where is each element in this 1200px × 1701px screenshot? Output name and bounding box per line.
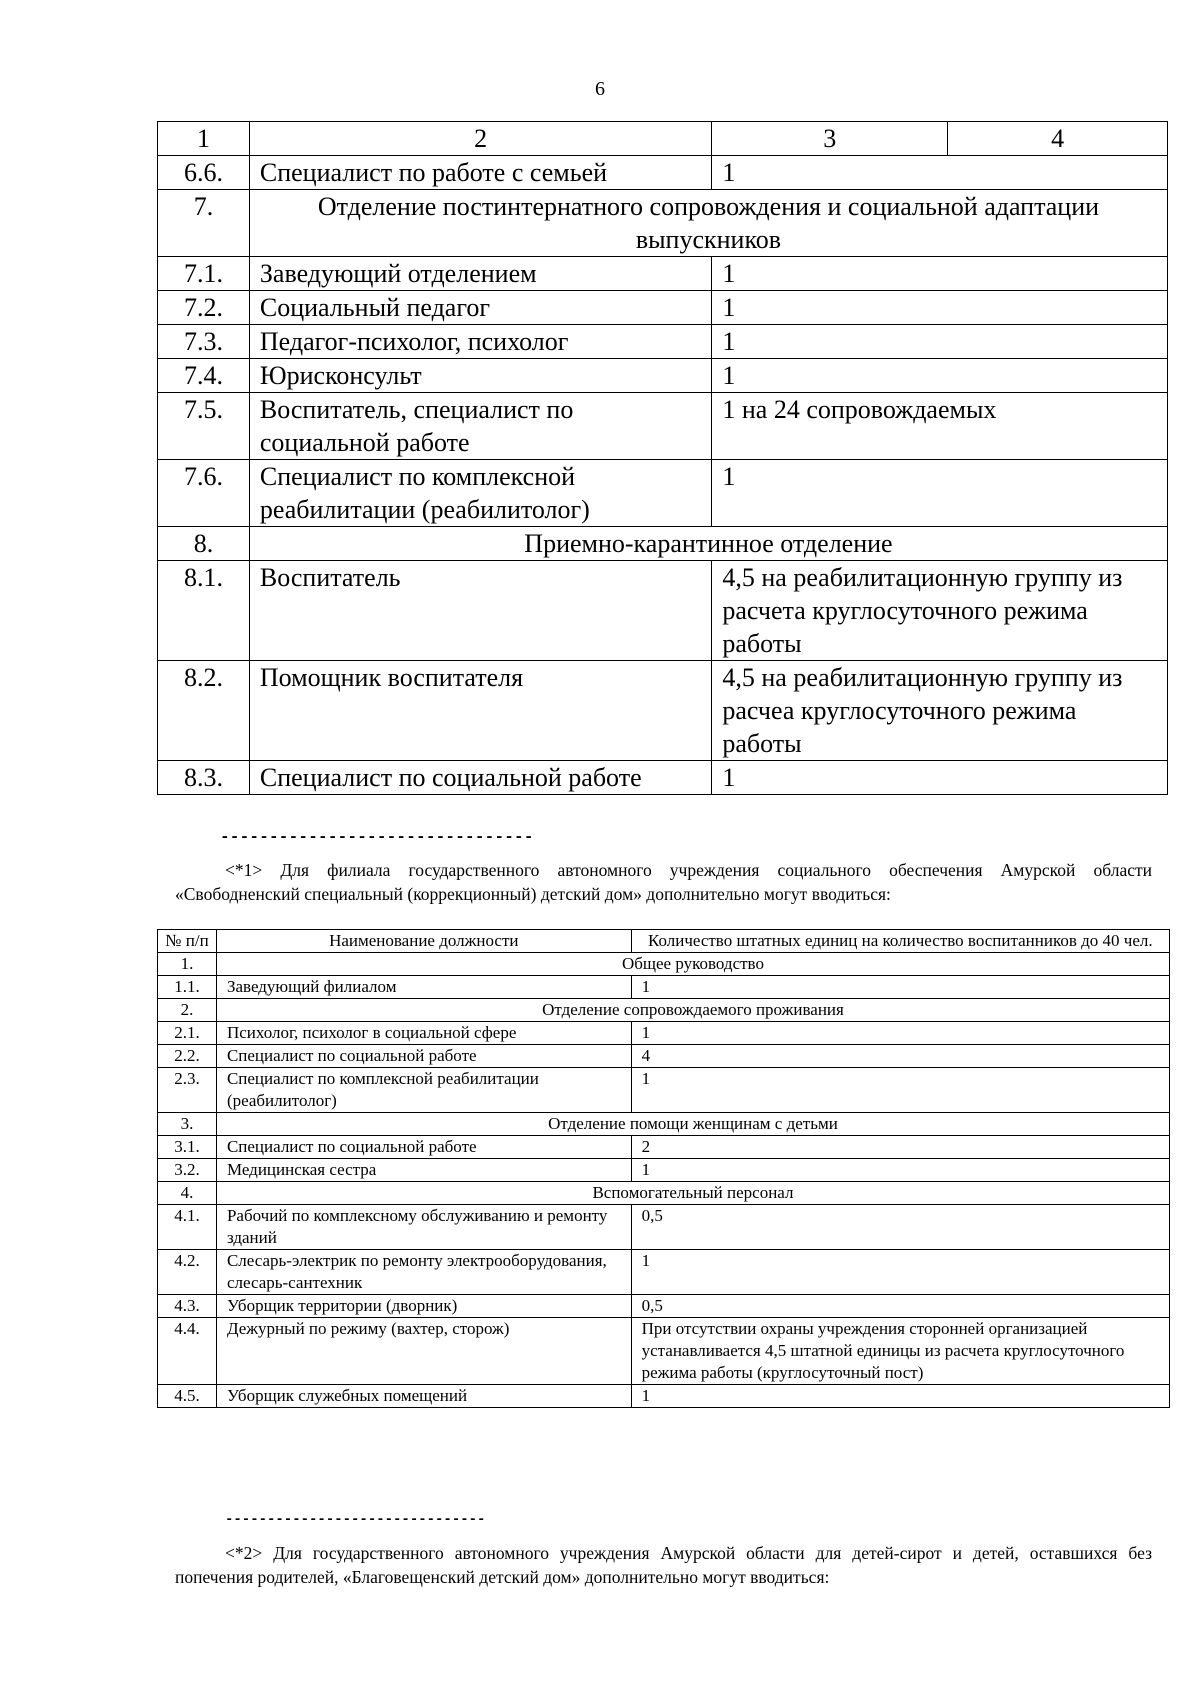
- position-name: Помощник воспитателя: [249, 661, 711, 761]
- row-number: 2.3.: [158, 1068, 217, 1113]
- section-title: Приемно-карантинное отделение: [249, 527, 1167, 561]
- position-name: Рабочий по комплексному обслуживанию и ремонту зданий: [216, 1205, 631, 1250]
- table-row: [158, 460, 1168, 527]
- row-number: 7.1.: [158, 257, 250, 291]
- row-number: 7.3.: [158, 325, 250, 359]
- staff-count: 1: [712, 325, 1168, 359]
- section-row: [158, 953, 1170, 976]
- position-name: Слесарь-электрик по ремонту электрооборудования, слесарь-сантехник: [216, 1250, 631, 1295]
- staff-count: 1: [712, 257, 1168, 291]
- staff-count: 1: [631, 1250, 1169, 1295]
- staff-count: 1: [631, 1022, 1169, 1045]
- table-row: [158, 1159, 1170, 1182]
- table-row: [158, 291, 1168, 325]
- staff-count: 1: [712, 291, 1168, 325]
- row-number: 7.: [158, 190, 250, 257]
- position-name: Юрисконсульт: [249, 359, 711, 393]
- column-header-number: № п/п: [158, 930, 217, 953]
- table-row: [158, 661, 1168, 761]
- row-number: 7.4.: [158, 359, 250, 393]
- row-number: 1.: [158, 953, 217, 976]
- section-row: [158, 527, 1168, 561]
- table-row: [158, 976, 1170, 999]
- position-name: Специалист по работе с семьей: [249, 156, 711, 190]
- staff-count: 1: [631, 1159, 1169, 1182]
- row-number: 8.1.: [158, 561, 250, 661]
- section-title: Отделение помощи женщинам с детьми: [216, 1113, 1169, 1136]
- table-row: [158, 761, 1168, 795]
- staff-count: 1: [712, 156, 1168, 190]
- position-name: Педагог-психолог, психолог: [249, 325, 711, 359]
- row-number: 4.: [158, 1182, 217, 1205]
- footnote-2: <*2> Для государственного автономного учреждения Амурской области для детей-сирот и детей, оставшихся без попечения родителей, «Благовещенский детский дом» дополнительно могут вводиться:: [175, 1543, 1152, 1587]
- position-name: Специалист по комплексной реабилитации (реабилитолог): [216, 1068, 631, 1113]
- staff-count: 1: [712, 359, 1168, 393]
- position-name: Специалист по социальной работе: [249, 761, 711, 795]
- position-name: Воспитатель, специалист по социальной работе: [249, 393, 711, 460]
- table-row: [158, 156, 1168, 190]
- staff-count: 1: [631, 1385, 1169, 1408]
- position-name: Специалист по комплексной реабилитации (реабилитолог): [249, 460, 711, 527]
- column-header: 3: [712, 122, 948, 156]
- table-row: [158, 1045, 1170, 1068]
- table-row: [158, 1318, 1170, 1385]
- table-row: [158, 325, 1168, 359]
- footnote-1: <*1> Для филиала государственного автономного учреждения социального обеспечения Амурской области «Свободненский специальный (коррекционный) детский дом» дополнительно могут вводиться:: [175, 860, 1152, 904]
- table-header-row: [158, 122, 1168, 156]
- staffing-table: [157, 121, 1168, 795]
- position-name: Психолог, психолог в социальной сфере: [216, 1022, 631, 1045]
- staff-count: 1 на 24 сопровождаемых: [712, 393, 1168, 460]
- staff-count: 1: [712, 460, 1168, 527]
- table-row: [158, 1205, 1170, 1250]
- column-header-count: Количество штатных единиц на количество воспитанников до 40 чел.: [631, 930, 1169, 953]
- staff-count: 4,5 на реабилитационную группу из расчеа круглосуточного режима работы: [712, 661, 1168, 761]
- table-row: [158, 1295, 1170, 1318]
- row-number: 8.: [158, 527, 250, 561]
- section-title: Вспомогательный персонал: [216, 1182, 1169, 1205]
- column-header: 2: [249, 122, 711, 156]
- row-number: 6.6.: [158, 156, 250, 190]
- row-number: 8.2.: [158, 661, 250, 761]
- row-number: 3.1.: [158, 1136, 217, 1159]
- staff-count: 4: [631, 1045, 1169, 1068]
- position-name: Заведующий отделением: [249, 257, 711, 291]
- table-row: [158, 257, 1168, 291]
- position-name: Воспитатель: [249, 561, 711, 661]
- column-header: 4: [948, 122, 1168, 156]
- table-row: [158, 1068, 1170, 1113]
- staff-count: 0,5: [631, 1295, 1169, 1318]
- row-number: 8.3.: [158, 761, 250, 795]
- section-title: Отделение постинтернатного сопровождения и социальной адаптации выпускников: [249, 190, 1167, 257]
- footnote-separator: --------------------------------: [220, 828, 534, 846]
- page-number: 6: [595, 78, 605, 100]
- row-number: 7.6.: [158, 460, 250, 527]
- position-name: Специалист по социальной работе: [216, 1045, 631, 1068]
- section-row: [158, 999, 1170, 1022]
- table-header-row: [158, 930, 1170, 953]
- section-title: Общее руководство: [216, 953, 1169, 976]
- row-number: 4.3.: [158, 1295, 217, 1318]
- row-number: 4.2.: [158, 1250, 217, 1295]
- staff-count: 1: [631, 976, 1169, 999]
- footnote-separator: -------------------------------: [225, 1512, 486, 1528]
- row-number: 7.5.: [158, 393, 250, 460]
- position-name: Специалист по социальной работе: [216, 1136, 631, 1159]
- row-number: 2.1.: [158, 1022, 217, 1045]
- row-number: 7.2.: [158, 291, 250, 325]
- staff-count: 1: [712, 761, 1168, 795]
- table-row: [158, 1250, 1170, 1295]
- section-row: [158, 1113, 1170, 1136]
- column-header: 1: [158, 122, 250, 156]
- position-name: Медицинская сестра: [216, 1159, 631, 1182]
- column-header-position: Наименование должности: [216, 930, 631, 953]
- staff-count: 0,5: [631, 1205, 1169, 1250]
- row-number: 2.: [158, 999, 217, 1022]
- table-row: [158, 561, 1168, 661]
- branch-staffing-table: [157, 929, 1170, 1408]
- table-row: [158, 1385, 1170, 1408]
- table-row: [158, 359, 1168, 393]
- section-row: [158, 190, 1168, 257]
- section-title: Отделение сопровождаемого проживания: [216, 999, 1169, 1022]
- row-number: 2.2.: [158, 1045, 217, 1068]
- row-number: 4.1.: [158, 1205, 217, 1250]
- row-number: 4.5.: [158, 1385, 217, 1408]
- row-number: 3.2.: [158, 1159, 217, 1182]
- table-row: [158, 393, 1168, 460]
- row-number: 3.: [158, 1113, 217, 1136]
- table-row: [158, 1022, 1170, 1045]
- row-number: 1.1.: [158, 976, 217, 999]
- position-name: Уборщик территории (дворник): [216, 1295, 631, 1318]
- staff-count: 2: [631, 1136, 1169, 1159]
- staff-count: 1: [631, 1068, 1169, 1113]
- staff-count: При отсутствии охраны учреждения сторонней организацией устанавливается 4,5 штатной единицы из расчета круглосуточного режима работы (круглосуточный пост): [631, 1318, 1169, 1385]
- section-row: [158, 1182, 1170, 1205]
- position-name: Дежурный по режиму (вахтер, сторож): [216, 1318, 631, 1385]
- table-row: [158, 1136, 1170, 1159]
- position-name: Заведующий филиалом: [216, 976, 631, 999]
- position-name: Уборщик служебных помещений: [216, 1385, 631, 1408]
- position-name: Социальный педагог: [249, 291, 711, 325]
- staff-count: 4,5 на реабилитационную группу из расчета круглосуточного режима работы: [712, 561, 1168, 661]
- row-number: 4.4.: [158, 1318, 217, 1385]
